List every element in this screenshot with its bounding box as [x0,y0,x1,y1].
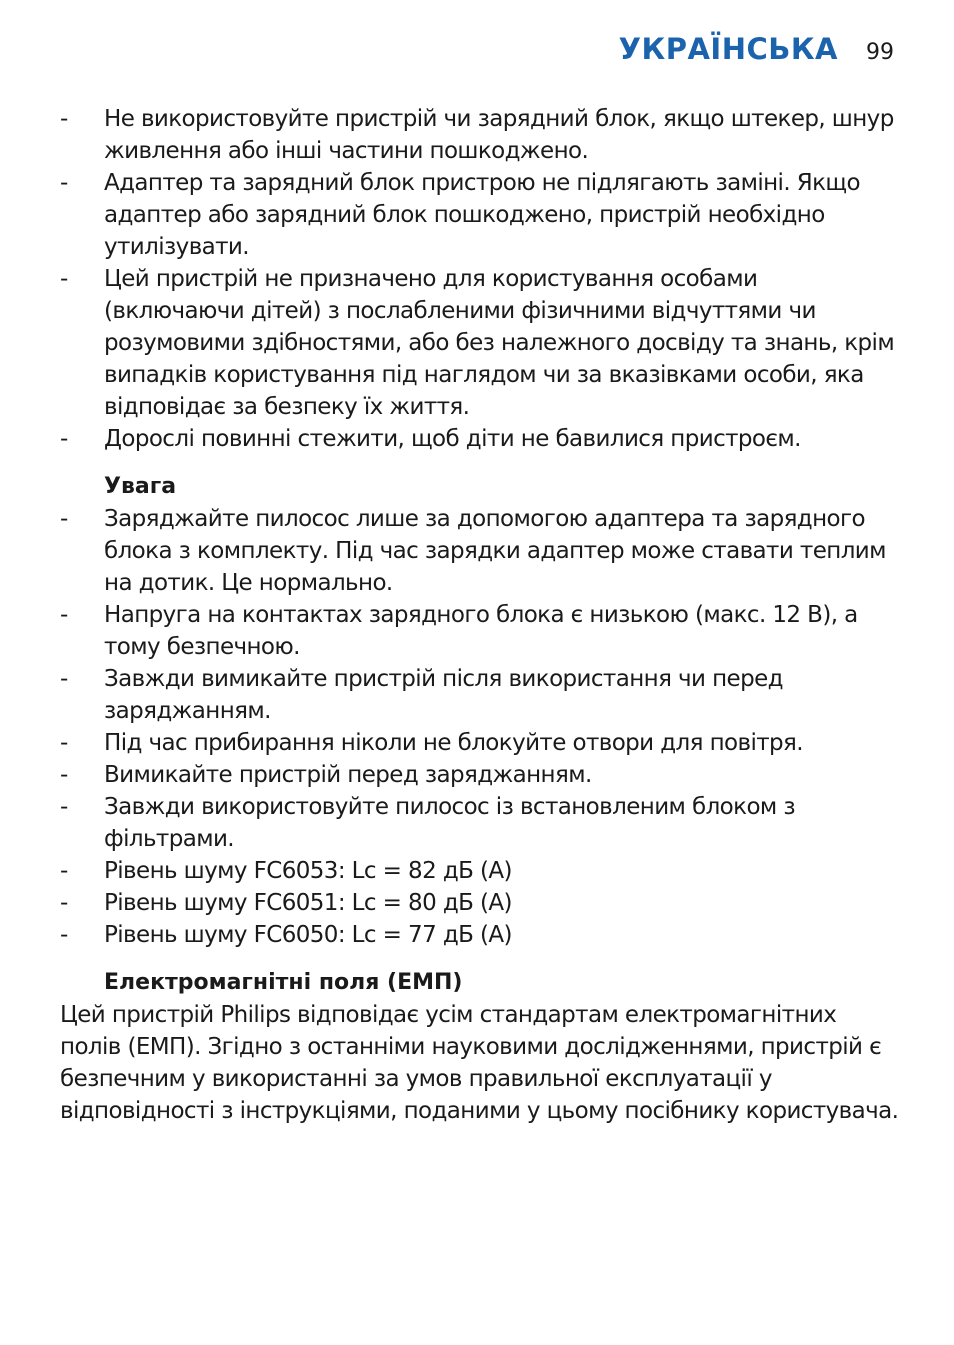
list-item [60,167,900,263]
dash-mark: - [60,794,68,820]
list-item [60,759,900,791]
list-item-text: Напруга на контактах зарядного блока є низькою (макс. 12 В), а тому безпечною. [104,602,858,660]
dash-mark: - [60,426,68,452]
list-item [60,263,900,423]
list-item-text: Рівень шуму FC6051: Lc = 80 дБ (A) [104,890,512,916]
page-content [60,103,900,1127]
list-item [60,423,900,455]
dash-mark: - [60,266,68,292]
dash-mark: - [60,890,68,916]
list-item [60,855,900,887]
list-item [60,103,900,167]
emf-heading: Електромагнітні поля (ЕМП) [104,970,463,995]
page-header [619,32,894,66]
list-item-text: Заряджайте пилосос лише за допомогою адаптера та зарядного блока з комплекту. Під час зарядки адаптер може ставати теплим на дотик. Це нормально. [104,506,886,596]
list-item-text: Завжди використовуйте пилосос із встановленим блоком з фільтрами. [104,794,796,852]
dash-mark: - [60,762,68,788]
language-label: УКРАЇНСЬКА [618,32,838,66]
list-item [60,599,900,663]
dash-mark: - [60,922,68,948]
dash-mark: - [60,858,68,884]
list-item-text: Вимикайте пристрій перед заряджанням. [104,762,592,788]
list-item-text: Рівень шуму FC6050: Lc = 77 дБ (A) [104,922,512,948]
list-item-text: Рівень шуму FC6053: Lc = 82 дБ (A) [104,858,512,884]
safety-list [60,103,900,455]
list-item-text: Цей пристрій не призначено для користування особами (включаючи дітей) з послабленими фізичними відчуттями чи розумовими здібностями, або без належного досвіду та знань, крім випадків користування під наглядом чи за вказівками особи, яка відповідає за безпеку їх життя. [104,266,895,420]
caution-list [60,503,900,951]
list-item [60,727,900,759]
list-item [60,663,900,727]
list-item [60,791,900,855]
dash-mark: - [60,666,68,692]
dash-mark: - [60,106,68,132]
list-item [60,919,900,951]
list-item-text: Завжди вимикайте пристрій після використання чи перед заряджанням. [104,666,783,724]
list-item-text: Не використовуйте пристрій чи зарядний блок, якщо штекер, шнур живлення або інші частини пошкоджено. [104,106,894,164]
dash-mark: - [60,602,68,628]
list-item [60,887,900,919]
list-item-text: Адаптер та зарядний блок пристрою не підлягають заміні. Якщо адаптер або зарядний блок пошкоджено, пристрій необхідно утилізувати. [104,170,860,260]
dash-mark: - [60,730,68,756]
list-item [60,503,900,599]
page-number: 99 [866,40,894,65]
dash-mark: - [60,170,68,196]
dash-mark: - [60,506,68,532]
list-item-text: Під час прибирання ніколи не блокуйте отвори для повітря. [104,730,803,756]
caution-heading: Увага [104,474,177,499]
emf-paragraph: Цей пристрій Philips відповідає усім стандартам електромагнітних полів (ЕМП). Згідно з останніми науковими дослідженнями, пристрій є безпечним у використанні за умов правильної експлуатації у відповідності з інструкціями, поданими у цьому посібнику користувача. [60,1002,899,1124]
list-item-text: Дорослі повинні стежити, щоб діти не бавилися пристроєм. [104,426,801,452]
